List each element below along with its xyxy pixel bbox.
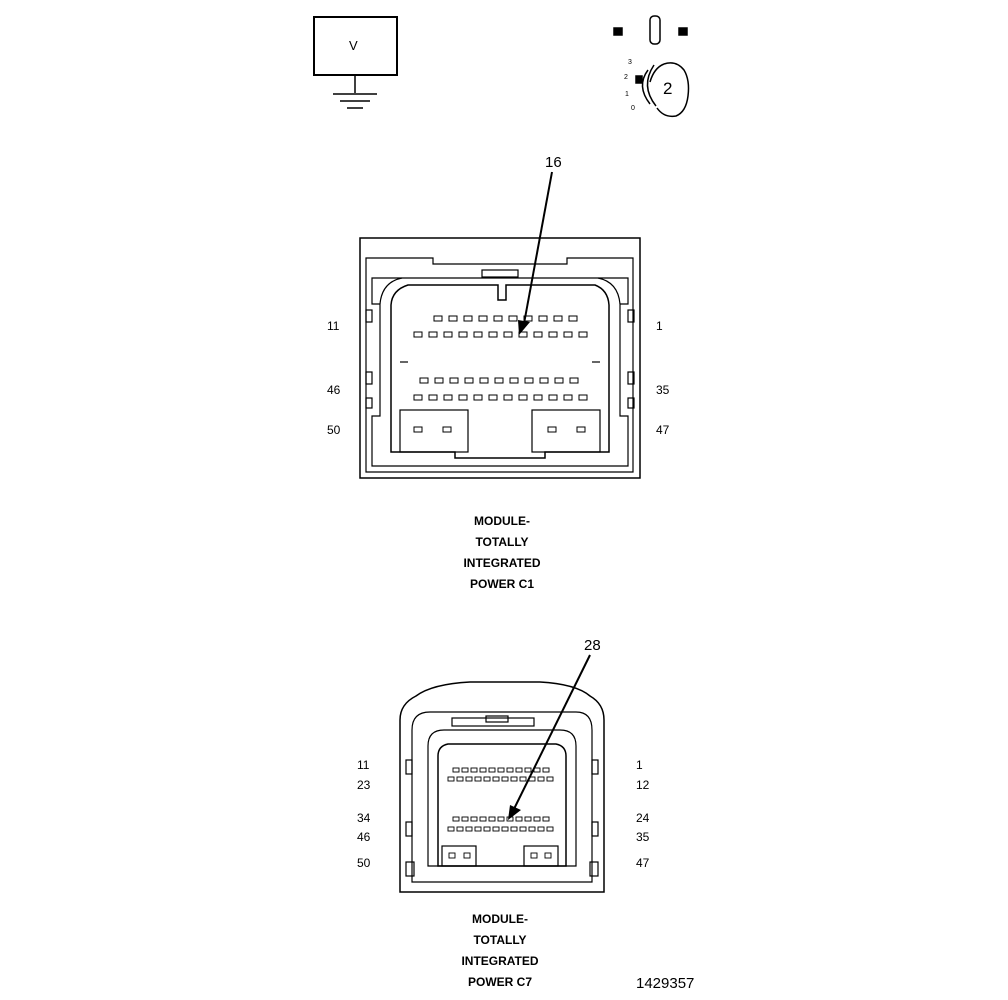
c7-pin-label-row4-left: 46: [357, 830, 371, 844]
c7-caption-line-4: POWER C7: [467, 975, 532, 989]
c7-pin-label-row3-right: 24: [636, 811, 650, 825]
c7-pin-label-row3-left: 34: [357, 811, 371, 825]
c7-pin-label-row5-right: 47: [636, 856, 650, 870]
c1-pin-cavities: [414, 316, 587, 432]
c1-caption-line-1: MODULE-: [474, 514, 530, 528]
c7-pin-label-row1-right: 1: [636, 758, 643, 772]
ignition-position-1: 1: [625, 91, 629, 98]
c1-pin-label-bottom-left: 50: [327, 423, 341, 437]
ignition-key-position-value: 2: [663, 79, 673, 98]
connector-c7-drawing: [400, 655, 604, 892]
ignition-position-0: 0: [631, 105, 635, 112]
c1-pin-label-bottom-right: 47: [656, 423, 670, 437]
c7-callout-arrow: [508, 655, 590, 820]
c7-pin-label-row2-left: 23: [357, 778, 371, 792]
c1-pin-label-mid-right: 35: [656, 383, 670, 397]
c7-caption-line-1: MODULE-: [472, 912, 528, 926]
c1-callout-arrow: [518, 172, 552, 335]
c7-pin-label-row2-right: 12: [636, 778, 650, 792]
c1-pin-label-mid-left: 46: [327, 383, 341, 397]
ignition-position-2: 2: [624, 74, 628, 81]
figure-id: 1429357: [636, 975, 695, 992]
c7-caption-line-3: INTEGRATED: [461, 954, 539, 968]
c7-pin-label-row5-left: 50: [357, 856, 371, 870]
c1-caption-line-2: TOTALLY: [475, 535, 529, 549]
c1-caption: [432, 511, 572, 595]
c1-caption-line-3: INTEGRATED: [463, 556, 541, 570]
voltmeter-icon: [314, 17, 397, 108]
ignition-key-switch-icon: [614, 16, 689, 116]
c1-caption-line-4: POWER C1: [469, 577, 534, 591]
connector-c1-drawing: [360, 172, 640, 478]
c7-pin-label-row4-right: 35: [636, 830, 650, 844]
c7-pin-cavities: [448, 768, 553, 858]
ignition-position-3: 3: [628, 59, 632, 66]
c1-pin-label-top-left: 11: [327, 319, 340, 333]
c1-pin-label-top-right: 1: [656, 319, 663, 333]
c1-callout-pin: 16: [545, 154, 562, 171]
voltmeter-label: V: [349, 38, 358, 53]
c7-caption-line-2: TOTALLY: [473, 933, 527, 947]
c7-caption: [430, 909, 570, 993]
c7-callout-pin: 28: [584, 637, 601, 654]
c7-pin-label-row1-left: 11: [357, 758, 370, 772]
